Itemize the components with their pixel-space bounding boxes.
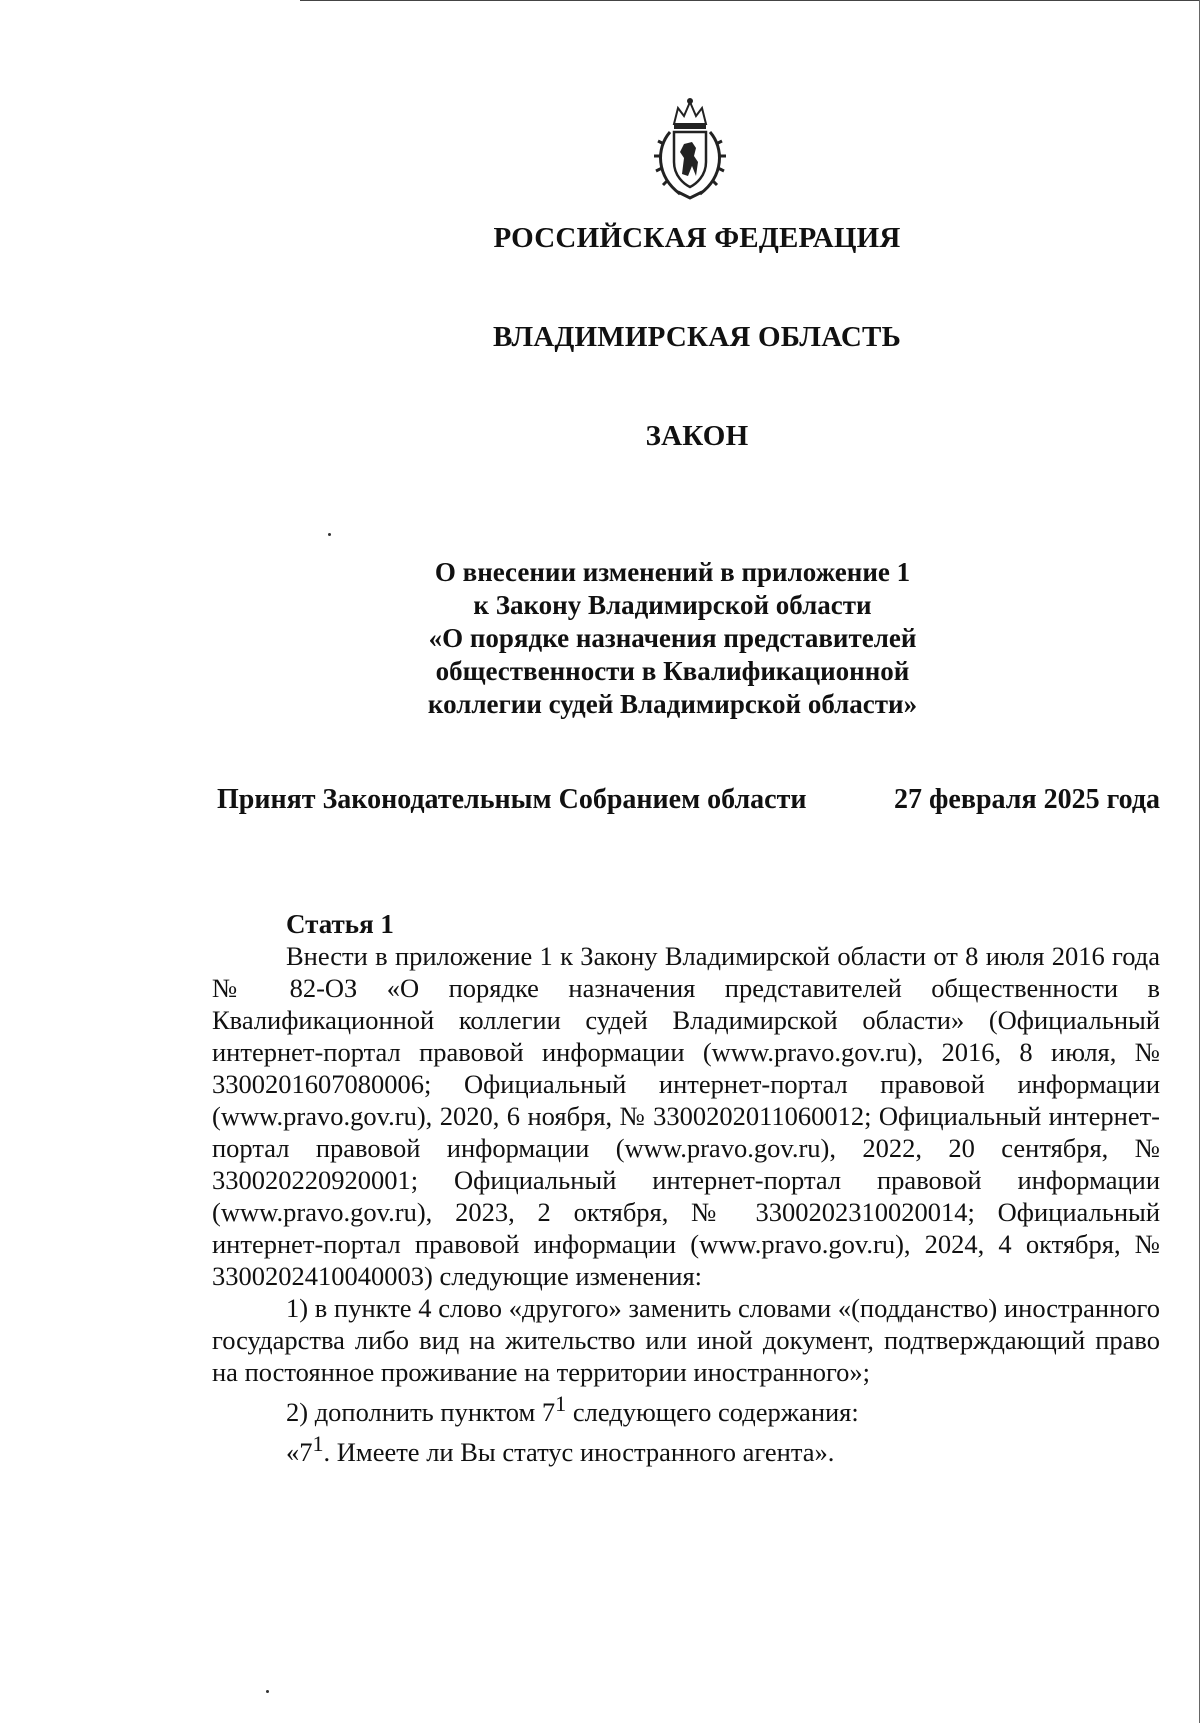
law-title-line: «О порядке назначения представителей [428, 623, 917, 653]
coat-of-arms-icon [650, 96, 730, 202]
article-body [212, 908, 1160, 1468]
document-type-heading: ЗАКОН [645, 420, 749, 452]
adoption-date: 27 февраля 2025 года [894, 784, 1160, 815]
amendment-item-1: 1) в пункте 4 слово «другого» заменить словами «(подданство) иностранного государства либо вид на жительство или иной документ, подтверждающий право на постоянное проживание на территории иностранного»; [212, 1293, 1160, 1387]
law-title [400, 556, 945, 721]
scan-speck [266, 1690, 269, 1693]
country-heading: РОССИЙСКАЯ ФЕДЕРАЦИЯ [493, 222, 901, 254]
law-title-line: к Закону Владимирской области [473, 590, 872, 620]
scan-speck [328, 533, 331, 536]
law-title-line: коллегии судей Владимирской области» [427, 689, 918, 719]
adoption-line [217, 784, 1160, 816]
article-paragraph: Внести в приложение 1 к Закону Владимирской области от 8 июля 2016 года № 82-ОЗ «О порядке назначения представителей общественности в Квалификационной коллегии судей Владимирской области» (Официальный интернет-портал правовой информации (www.pravo.gov.ru), 2016, 8 июля, № 3300201607080006; Официальный интернет-портал правовой информации (www.pravo.gov.ru), 2020, 6 ноября, № 3300202011060012; Официальный интернет-портал правовой информации (www.pravo.gov.ru), 2022, 20 сентября, № 330020220920001; Официальный интернет-портал правовой информации (www.pravo.gov.ru), 2023, 2 октября, № 3300202310020014; Официальный интернет-портал правовой информации (www.pravo.gov.ru), 2024, 4 октября, № 3300202410040003) следующие изменения: [212, 941, 1160, 1291]
amendment-item-2: 2) дополнить пунктом $7^1$ следующего содержания: [286, 1391, 859, 1427]
amendment-quote: «$7^1$. Имеете ли Вы статус иностранного агента». [286, 1430, 835, 1467]
adoption-label: Принят Законодательным Собранием области [217, 784, 807, 815]
article-heading: Статья 1 [286, 909, 394, 939]
scan-edge-top [300, 0, 1200, 1]
law-title-line: общественности в Квалификационной [435, 656, 910, 686]
region-heading: ВЛАДИМИРСКАЯ ОБЛАСТЬ [493, 321, 901, 353]
law-title-line: О внесении изменений в приложение 1 [434, 557, 911, 587]
